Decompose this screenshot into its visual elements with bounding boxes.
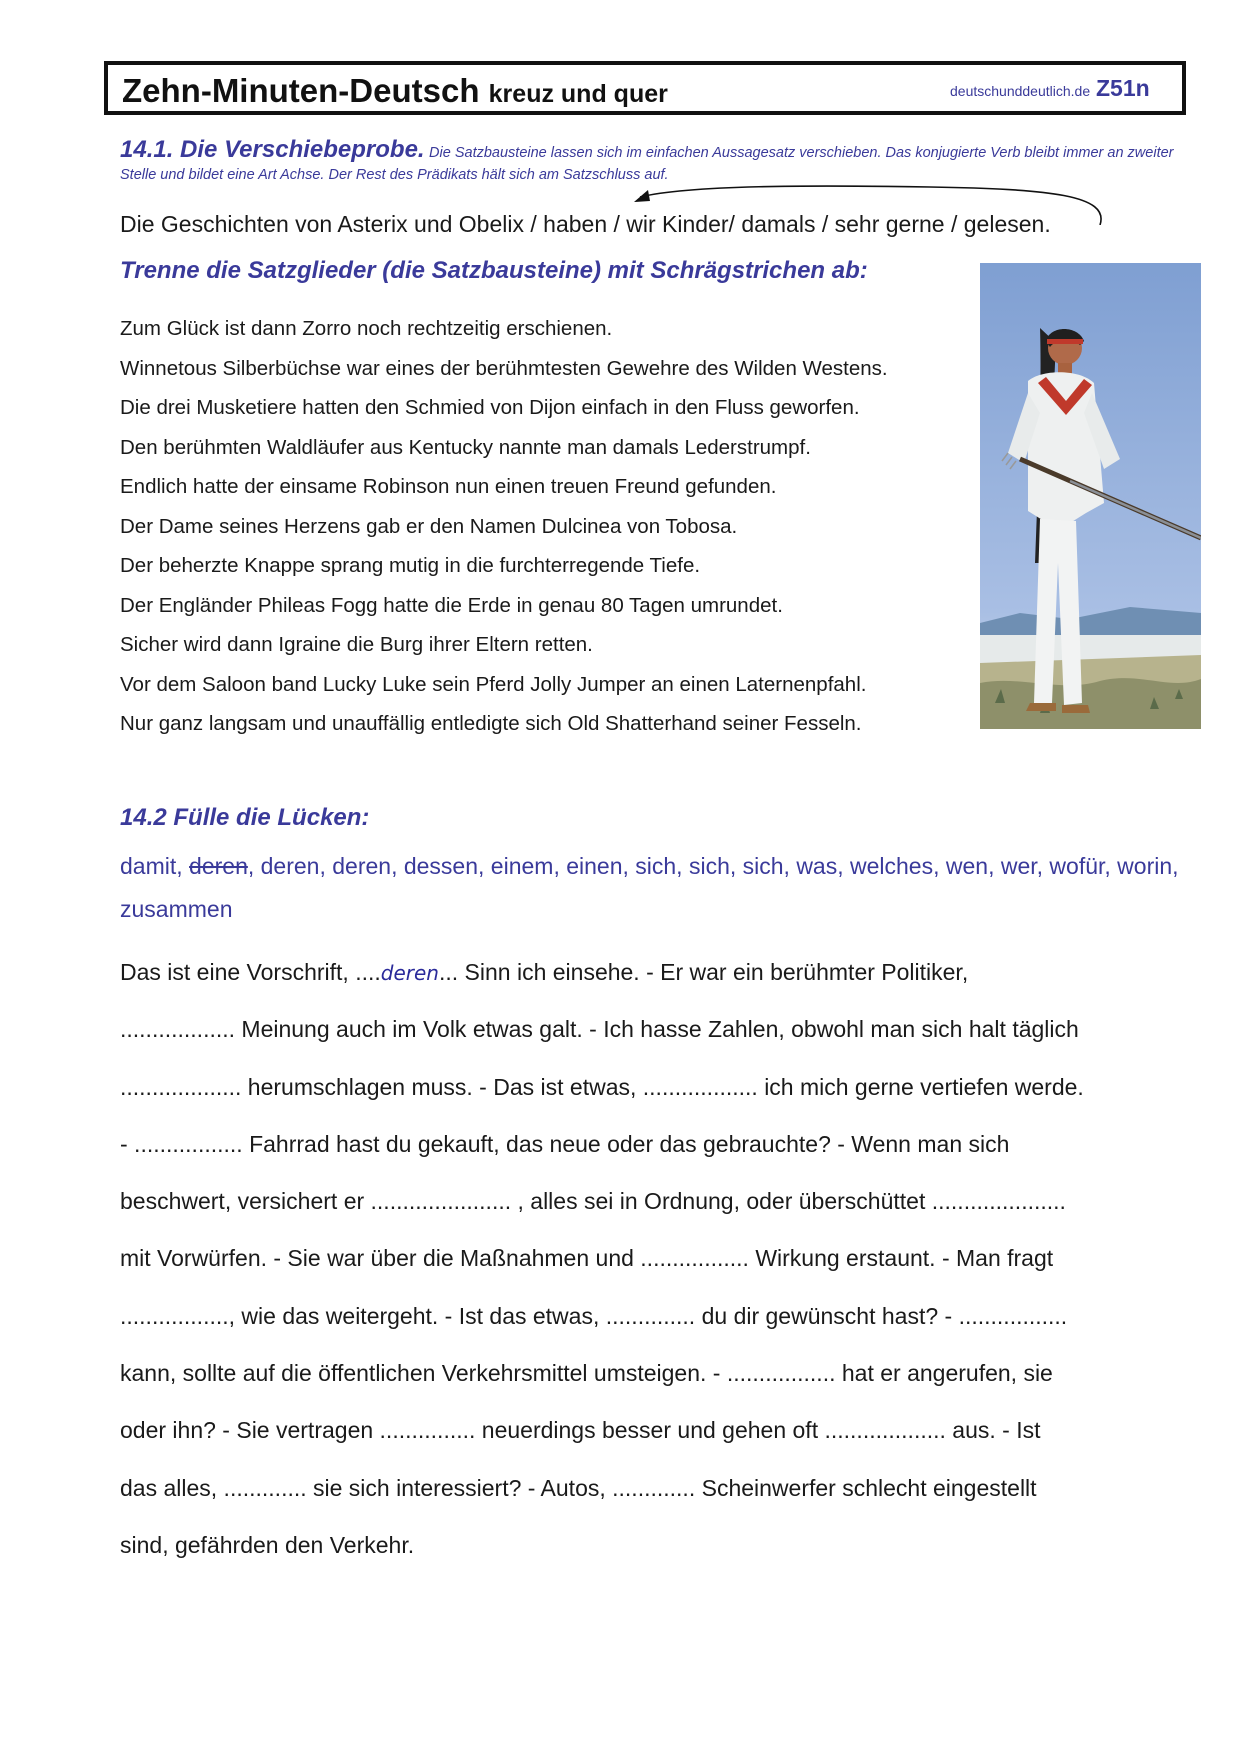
list-item: Die drei Musketiere hatten den Schmied von Dijon einfach in den Fluss geworfen. xyxy=(120,396,860,419)
gap-line: das alles, ............. sie sich interessiert? - Autos, ............. Scheinwerfer schlecht eingestellt xyxy=(120,1474,1037,1501)
filled-answer[interactable]: deren xyxy=(380,961,439,985)
word-bank xyxy=(120,845,1180,931)
section1-intro: Die Satzbausteine lassen sich im einfachen Aussagesatz verschieben. Das konjugierte Verb bleibt immer an zweiter Stelle und bildet eine Art Achse. Der Rest des Prädikats hält sich am Satzschluss auf. xyxy=(120,145,1174,184)
page-header xyxy=(104,61,1186,115)
gap-line: ................... herumschlagen muss. - Das ist etwas, .................. ich mich gerne vertiefen werde. xyxy=(120,1073,1084,1100)
native-american-illustration xyxy=(980,263,1201,729)
section2-title: 14.2 Fülle die Lücken: xyxy=(120,804,370,831)
list-item: Zum Glück ist dann Zorro noch rechtzeitig erschienen. xyxy=(120,317,613,340)
gap-line-end: ... Sinn ich einsehe. - Er war ein berühmter Politiker, xyxy=(438,959,969,985)
list-item: Der Dame seines Herzens gab er den Namen Dulcinea von Tobosa. xyxy=(120,514,738,538)
worksheet-title xyxy=(122,72,668,110)
gap-text xyxy=(120,957,1180,1587)
word-bank-rest: , deren, deren, dessen, einem, einen, sich, sich, sich, was, welches, wen, wer, wofür, worin, zusammen xyxy=(120,853,1179,922)
gap-line: ................., wie das weitergeht. - Ist das etwas, .............. du dir gewünscht hast? - ................. xyxy=(120,1302,1068,1329)
site-link[interactable]: deutschunddeutlich.de xyxy=(950,83,1091,99)
list-item: Endlich hatte der einsame Robinson nun einen treuen Freund gefunden. xyxy=(120,475,777,498)
section1-title: 14.1. Die Verschiebeprobe. xyxy=(120,136,425,163)
series-subtitle: kreuz und quer xyxy=(488,80,668,108)
list-item: Winnetous Silberbüchse war eines der berühmtesten Gewehre des Wilden Westens. xyxy=(120,356,888,380)
list-item: Der Engländer Phileas Fogg hatte die Erde in genau 80 Tagen umrundet. xyxy=(120,593,783,617)
word-bank-start: damit, xyxy=(120,853,183,879)
list-item: Den berühmten Waldläufer aus Kentucky nannte man damals Lederstrumpf. xyxy=(120,435,811,459)
list-item: Sicher wird dann Igraine die Burg ihrer Eltern retten. xyxy=(120,633,593,656)
gap-line xyxy=(120,957,1180,1014)
gap-line: sind, gefährden den Verkehr. xyxy=(120,1531,415,1558)
gap-line: .................. Meinung auch im Volk etwas galt. - Ich hasse Zahlen, obwohl man sich halt täglich xyxy=(120,1016,1079,1043)
gap-line: mit Vorwürfen. - Sie war über die Maßnahmen und ................. Wirkung erstaunt. - Man fragt xyxy=(120,1245,1054,1272)
worksheet-code: Z51n xyxy=(1096,75,1150,101)
example-sentence: Die Geschichten von Asterix und Obelix / haben / wir Kinder/ damals / sehr gerne / gelesen. xyxy=(120,211,1051,237)
list-item: Vor dem Saloon band Lucky Luke sein Pferd Jolly Jumper an einen Laternenpfahl. xyxy=(120,672,867,696)
series-title: Zehn-Minuten-Deutsch xyxy=(122,72,480,109)
list-item: Nur ganz langsam und unauffällig entledigte sich Old Shatterhand seiner Fesseln. xyxy=(120,712,862,735)
gap-line: - ................. Fahrrad hast du gekauft, das neue oder das gebrauchte? - Wenn man sich xyxy=(120,1130,1010,1157)
task1-instruction: Trenne die Satzglieder (die Satzbausteine) mit Schrägstrichen ab: xyxy=(120,257,868,284)
list-item: Der beherzte Knappe sprang mutig in die furchterregende Tiefe. xyxy=(120,554,701,577)
gap-line: beschwert, versichert er ...................... , alles sei in Ordnung, oder überschüttet ..................... xyxy=(120,1188,1066,1215)
sentence-list xyxy=(120,314,888,749)
struck-word: deren xyxy=(189,853,248,879)
gap-line: kann, sollte auf die öffentlichen Verkehrsmittel umsteigen. - ................. hat er angerufen, sie xyxy=(120,1360,1053,1387)
gap-line-start: Das ist eine Vorschrift, .... xyxy=(120,959,381,985)
gap-line: oder ihn? - Sie vertragen ............... neuerdings besser und gehen oft ................... aus. - Ist xyxy=(120,1417,1041,1444)
